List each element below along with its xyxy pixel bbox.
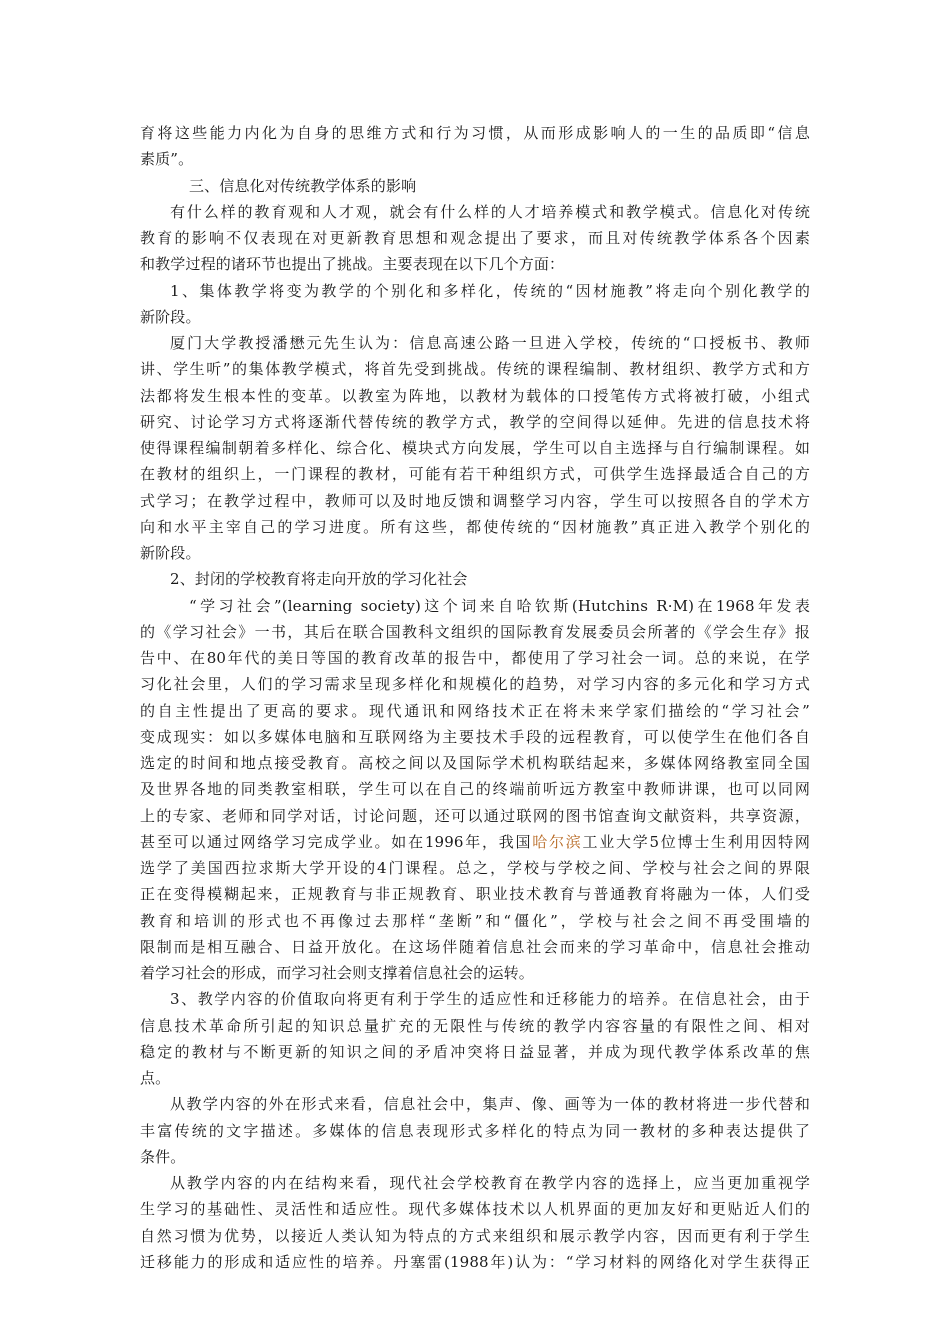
paragraph-line: 自然习惯为优势，以接近人类认知为特点的方式来组织和展示教学内容，因而更有利于学生	[140, 1226, 810, 1245]
paragraph-line: 向和水平主宰自己的学习进度。所有这些，都使传统的“因材施教”真正进入教学个别化的	[140, 517, 810, 536]
paragraph-line: 从教学内容的内在结构来看，现代社会学校教育在教学内容的选择上，应当更加重视学	[170, 1174, 810, 1192]
text-segment: 甚至可以通过网络学习完成学业。如在1996年，我国	[140, 832, 533, 851]
paragraph-line: 习化社会里，人们的学习需求呈现多样化和规模化的趋势，对学习内容的多元化和学习方式	[140, 675, 810, 694]
paragraph-line: 式学习；在教学过程中，教师可以及时地反馈和调整学习内容，学生可以按照各自的学术方	[140, 491, 810, 510]
paragraph-line: 条件。	[140, 1147, 186, 1166]
paragraph-line: 使得课程编制朝着多样化、综合化、模块式方向发展，学生可以自主选择与自行编制课程。如	[140, 439, 810, 457]
paragraph-line: 变成现实：如以多媒体电脑和互联网络为主要技术手段的远程教育，可以使学生在他们各自	[140, 727, 810, 746]
paragraph-line: 和教学过程的诸环节也提出了挑战。主要表现在以下几个方面：	[140, 255, 565, 274]
paragraph-line: “学习社会”(learning society)这个词来自哈钦斯(Hutchins R·M)在1968年发表	[189, 596, 810, 615]
document-page	[140, 120, 810, 1275]
paragraph-line: 的《学习社会》一书，其后在联合国教科文组织的国际教育发展委员会所著的《学会生存》报	[140, 622, 810, 641]
paragraph-line: 的自主性提出了更高的要求。现代通讯和网络技术正在将未来学家们描绘的“学习社会”	[140, 701, 810, 720]
paragraph-line: 有什么样的教育观和人才观，就会有什么样的人才培养模式和教学模式。信息化对传统	[170, 202, 810, 221]
paragraph-line: 迁移能力的形成和适应性的培养。丹塞雷(1988年)认为：“学习材料的网络化对学生获得正	[140, 1252, 810, 1271]
subsection-heading: 2、封闭的学校教育将走向开放的学习化社会	[170, 570, 468, 589]
paragraph-line: 在教材的组织上，一门课程的教材，可能有若干种组织方式，可供学生选择最适合自己的方	[140, 465, 810, 484]
paragraph-line: 选学了美国西拉求斯大学开设的4门课程。总之，学校与学校之间、学校与社会之间的界限	[140, 859, 810, 877]
paragraph-line: 育将这些能力内化为自身的思维方式和行为习惯，从而形成影响人的一生的品质即“信息	[140, 124, 810, 142]
link-harbin[interactable]: 哈尔滨	[532, 832, 583, 851]
paragraph-line: 上的专家、老师和同学对话，讨论问题，还可以通过联网的图书馆查询文献资料，共享资源，	[140, 806, 810, 825]
subsection-heading: 3、教学内容的价值取向将更有利于学生的适应性和迁移能力的培养。在信息社会，由于	[170, 990, 810, 1009]
paragraph-line: 丰富传统的文字描述。多媒体的信息表现形式多样化的特点为同一教材的多种表达提供了	[140, 1121, 810, 1140]
paragraph-line: 从教学内容的外在形式来看，信息社会中，集声、像、画等为一体的教材将进一步代替和	[170, 1095, 810, 1114]
paragraph-line: 点。	[140, 1069, 171, 1087]
paragraph-line: 法都将发生根本性的变革。以教室为阵地，以教材为载体的口授笔传方式将被打破，小组式	[140, 386, 810, 405]
paragraph-line: 教育和培训的形式也不再像过去那样“垄断”和“僵化”，学校与社会之间不再受围墙的	[140, 911, 810, 930]
paragraph-line: 选定的时间和地点接受教育。高校之间以及国际学术机构联结起来，多媒体网络教室同全国	[140, 754, 810, 772]
text-segment: 工业大学5位博士生利用因特网	[582, 832, 810, 851]
paragraph-line: 生学习的基础性、灵活性和适应性。现代多媒体技术以人机界面的更加友好和更贴近人们的	[140, 1200, 810, 1219]
paragraph-line: 限制而是相互融合、日益开放化。在这场伴随着信息社会而来的学习革命中，信息社会推动	[140, 937, 810, 956]
paragraph-line: 稳定的教材与不断更新的知识之间的矛盾冲突将日益显著，并成为现代教学体系改革的焦	[140, 1042, 810, 1061]
paragraph-line: 讲、学生听”的集体教学模式，将首先受到挑战。传统的课程编制、教材组织、教学方式和方	[140, 360, 810, 379]
paragraph-line: 新阶段。	[140, 307, 201, 326]
section-heading: 三、信息化对传统教学体系的影响	[189, 176, 417, 195]
paragraph-line: 教育的影响不仅表现在对更新教育思想和观念提出了要求，而且对传统教学体系各个因素	[140, 229, 810, 247]
paragraph-line: 研究、讨论学习方式将逐渐代替传统的教学方式，教学的空间得以延伸。先进的信息技术将	[140, 412, 810, 431]
paragraph-line: 及世界各地的同类教室相联，学生可以在自己的终端前听远方教室中教师讲课，也可以同网	[140, 780, 810, 799]
paragraph-line: 新阶段。	[140, 544, 201, 562]
paragraph-line: 素质”。	[140, 150, 194, 169]
paragraph-line: 厦门大学教授潘懋元先生认为：信息高速公路一旦进入学校，传统的“口授板书、教师	[170, 334, 810, 352]
paragraph-line: 着学习社会的形成，而学习社会则支撑着信息社会的运转。	[140, 964, 534, 982]
subsection-heading: 1、集体教学将变为教学的个别化和多样化，传统的“因材施教”将走向个别化教学的	[170, 281, 810, 300]
paragraph-line-with-link	[140, 829, 810, 855]
paragraph-line: 正在变得模糊起来，正规教育与非正规教育、职业技术教育与普通教育将融为一体，人们受	[140, 885, 810, 904]
paragraph-line: 告中、在80年代的美日等国的教育改革的报告中，都使用了学习社会一词。总的来说，在学	[140, 649, 810, 667]
paragraph-line: 信息技术革命所引起的知识总量扩充的无限性与传统的教学内容容量的有限性之间、相对	[140, 1016, 810, 1035]
